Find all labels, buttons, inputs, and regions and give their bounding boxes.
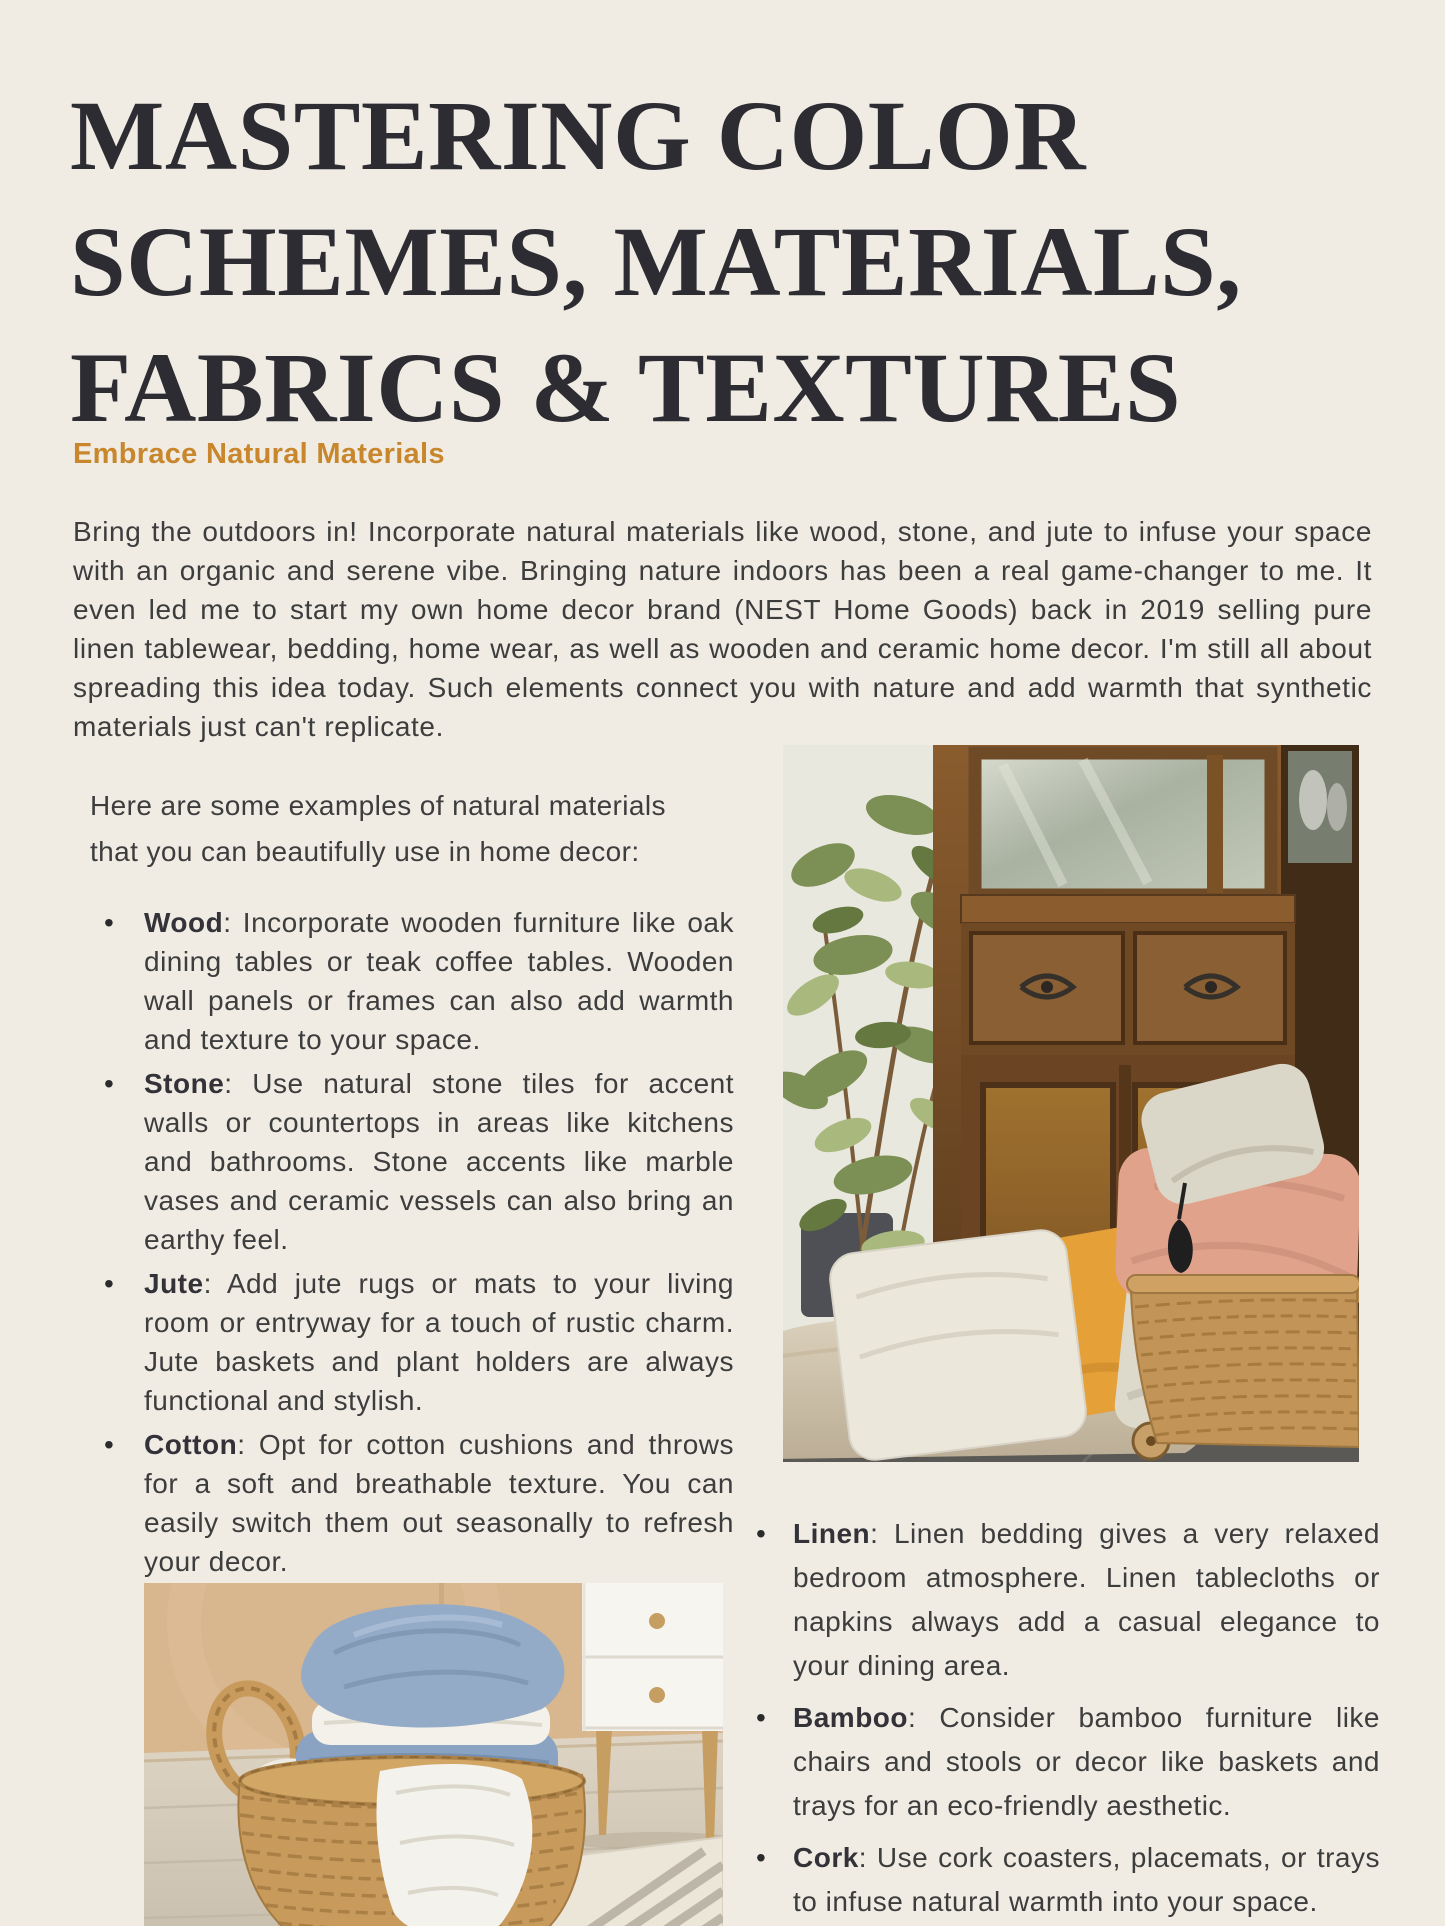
material-desc: : Incorporate wooden furniture like oak dining tables or teak coffee tables. Wooden wall panels or frames can also add warmth and texture to your space. [144, 907, 734, 1055]
material-term: Jute [144, 1268, 204, 1299]
material-term: Wood [144, 907, 224, 938]
laundry-basket-photo [144, 1583, 723, 1926]
natural-materials-list-right [756, 1512, 1380, 1926]
draped-towel [376, 1764, 532, 1926]
futon-pillows-photo [783, 745, 1359, 1462]
material-term: Cotton [144, 1429, 238, 1460]
material-desc: : Linen bedding gives a very relaxed bedroom atmosphere. Linen tablecloths or napkins always add a casual elegance to your dining area. [793, 1518, 1380, 1681]
wicker-basket [1127, 1275, 1359, 1459]
natural-materials-list-left [104, 903, 734, 1586]
list-item-bamboo [756, 1696, 1380, 1828]
list-item-wood [104, 903, 734, 1059]
examples-lead-paragraph: Here are some examples of natural materials that you can beautifully use in home decor: [90, 790, 666, 867]
material-desc: : Add jute rugs or mats to your living room or entryway for a touch of rustic charm. Jute baskets and plant holders are always functional and stylish. [144, 1268, 734, 1416]
list-item-cotton [104, 1425, 734, 1581]
list-item-stone [104, 1064, 734, 1259]
material-term: Stone [144, 1068, 225, 1099]
page-title-line-1: MASTERING COLOR [70, 80, 1086, 191]
page-title-line-3: FABRICS & TEXTURES [70, 332, 1182, 443]
material-desc: : Use natural stone tiles for accent walls or countertops in areas like kitchens and bathrooms. Stone accents like marble vases and ceramic vessels can also bring an earthy feel. [144, 1068, 734, 1255]
material-desc: : Use cork coasters, placemats, or trays to infuse natural warmth into your space. [793, 1842, 1380, 1917]
white-pillow [827, 1227, 1089, 1462]
section-heading: Embrace Natural Materials [73, 438, 445, 471]
material-desc: : Opt for cotton cushions and throws for a soft and breathable texture. You can easily switch them out seasonally to refresh your decor. [144, 1429, 734, 1577]
laundry-basket-illustration [144, 1583, 723, 1926]
page-title [70, 73, 1242, 451]
list-item-cork [756, 1836, 1380, 1924]
futon-pillows-illustration [783, 745, 1359, 1462]
material-term: Cork [793, 1842, 859, 1873]
material-term: Linen [793, 1518, 871, 1549]
page-title-line-2: SCHEMES, MATERIALS, [70, 206, 1242, 317]
list-item-linen [756, 1512, 1380, 1688]
list-item-jute [104, 1264, 734, 1420]
material-term: Bamboo [793, 1702, 908, 1733]
material-desc: : Consider bamboo furniture like chairs and stools or decor like baskets and trays for an eco-friendly aesthetic. [793, 1702, 1380, 1821]
intro-paragraph: Bring the outdoors in! Incorporate natural materials like wood, stone, and jute to infuse your space with an organic and serene vibe. Bringing nature indoors has been a real game-changer to me. It even led me to start my own home decor brand (NEST Home Goods) back in 2019 selling pure linen tablewear, bedding, home wear, as well as wooden and ceramic home decor. I'm still all about spreading this idea today. Such elements connect you with nature and add warmth that synthetic materials just can't replicate. [73, 516, 1372, 742]
